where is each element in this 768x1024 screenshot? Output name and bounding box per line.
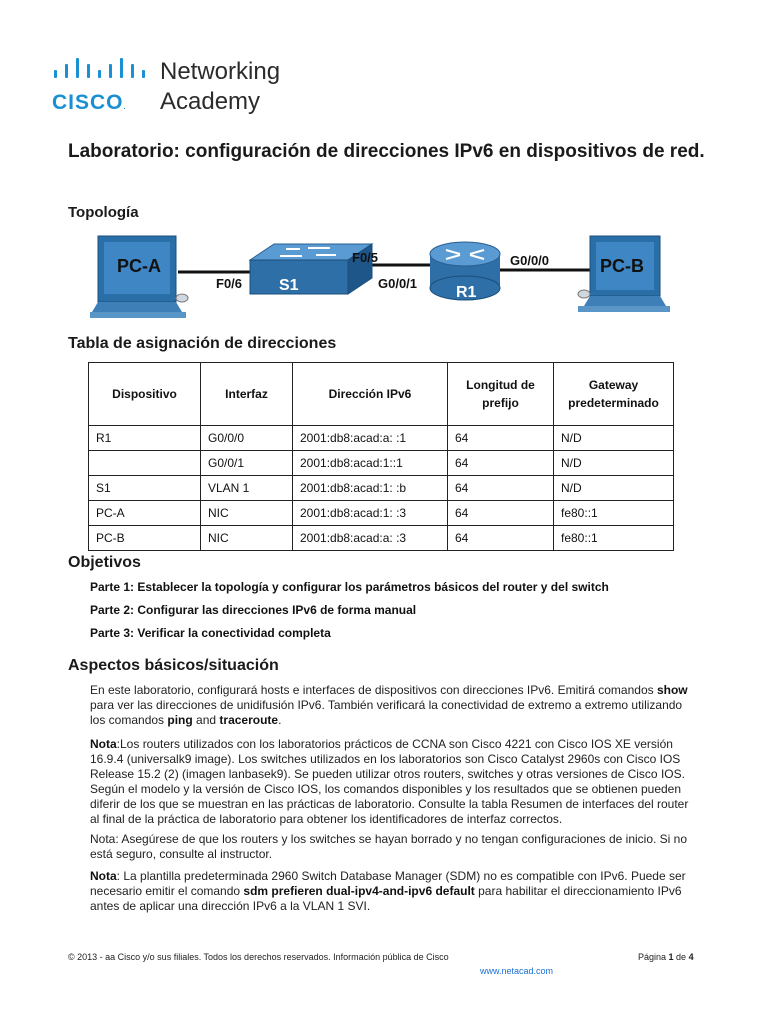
table-row xyxy=(89,451,674,476)
cell: 64 xyxy=(448,476,554,501)
col-device: Dispositivo xyxy=(89,363,201,426)
port-f05-label: F0/5 xyxy=(352,250,379,265)
cell: VLAN 1 xyxy=(201,476,293,501)
background-note-1: Nota:Los routers utilizados con los laboratorios prácticos de CCNA son Cisco 4221 con Cisco IOS XE versión 16.9.4 (universalk9 image). Los switches utilizados en los laboratorios son Cisco Catalyst 2960s con Cisco IOS Release 15.2 (2) (imagen lanbasek9). Se pueden utilizar otros routers, switches y otras versiones de Cisco IOS. Según el modelo y la versión de Cisco IOS, los comandos disponibles y los resultados que se obtienen pueden diferir de los que se muestran en las prácticas de laboratorio. Consulte la tabla Resumen de interfaces del router al final de la práctica de laboratorio para obtener los identificadores de interfaz correctos. xyxy=(90,737,689,826)
cell: S1 xyxy=(89,476,201,501)
cell: fe80::1 xyxy=(554,501,674,526)
addressing-heading: Tabla de asignación de direcciones xyxy=(68,335,337,352)
objective-part-1: Parte 1: Establecer la topología y configurar los parámetros básicos del router y del switch xyxy=(90,580,609,594)
cell: 2001:db8:acad:1::1 xyxy=(293,451,448,476)
cell: N/D xyxy=(554,451,674,476)
table-row xyxy=(89,426,674,451)
cell: 2001:db8:acad:1: :b xyxy=(293,476,448,501)
table-row xyxy=(89,501,674,526)
cell: 64 xyxy=(448,526,554,551)
cell: 64 xyxy=(448,426,554,451)
objectives-heading: Objetivos xyxy=(68,554,141,571)
footer-copyright: © 2013 - aa Cisco y/o sus filiales. Todos los derechos reservados. Información pública de Cisco xyxy=(68,952,449,962)
cell: 2001:db8:acad:a: :1 xyxy=(293,426,448,451)
pc-a-icon xyxy=(90,236,188,318)
cell: 2001:db8:acad:a: :3 xyxy=(293,526,448,551)
footer-page-number: Página 1 de 4 xyxy=(638,952,694,962)
objective-part-2: Parte 2: Configurar las direcciones IPv6 de forma manual xyxy=(90,603,417,617)
footer-netacad-link[interactable]: www.netacad.com xyxy=(480,966,554,976)
cell: G0/0/0 xyxy=(201,426,293,451)
cisco-bars-icon xyxy=(52,58,152,88)
topology-heading: Topología xyxy=(68,204,139,221)
r1-label: R1 xyxy=(456,284,477,301)
logo-networking-text: Networking xyxy=(160,58,281,85)
cisco-networking-academy-logo xyxy=(52,58,312,118)
topology-diagram xyxy=(90,232,670,330)
addressing-table xyxy=(88,362,674,551)
page-title: Laboratorio: configuración de direcciones IPv6 en dispositivos de red. xyxy=(68,141,705,162)
cell: PC-A xyxy=(89,501,201,526)
port-f06-label: F0/6 xyxy=(216,276,243,291)
port-g000-label: G0/0/0 xyxy=(510,253,550,268)
cell: 64 xyxy=(448,451,554,476)
port-g001-label: G0/0/1 xyxy=(378,276,418,291)
cell: PC-B xyxy=(89,526,201,551)
table-row xyxy=(89,476,674,501)
col-prefix: Longitud de prefijo xyxy=(448,363,554,426)
cell: R1 xyxy=(89,426,201,451)
cell: NIC xyxy=(201,526,293,551)
col-interface: Interfaz xyxy=(201,363,293,426)
table-row xyxy=(89,526,674,551)
background-paragraph-1: En este laboratorio, configurará hosts e interfaces de dispositivos con direcciones IPv6. Emitirá comandos show para ver las direcciones de unidifusión IPv6. También verificará la conectividad de extremo a extremo utilizando los comandos ping and traceroute. xyxy=(90,683,688,727)
s1-label: S1 xyxy=(279,277,299,294)
cell xyxy=(89,451,201,476)
table-header-row xyxy=(89,363,674,426)
copyright-icon: © xyxy=(68,952,75,962)
objective-part-3: Parte 3: Verificar la conectividad completa xyxy=(90,626,331,640)
cell: 2001:db8:acad:1: :3 xyxy=(293,501,448,526)
cell: NIC xyxy=(201,501,293,526)
col-ipv6: Dirección IPv6 xyxy=(293,363,448,426)
logo-academy-text: Academy xyxy=(160,88,261,115)
col-gateway: Gateway predeterminado xyxy=(554,363,674,426)
pc-a-label: PC-A xyxy=(117,256,161,276)
background-note-2: Nota: Asegúrese de que los routers y los switches se hayan borrado y no tengan configuraciones de inicio. Si no está seguro, consulte al instructor. xyxy=(90,832,688,861)
cell: fe80::1 xyxy=(554,526,674,551)
cell: N/D xyxy=(554,476,674,501)
cell: G0/0/1 xyxy=(201,451,293,476)
cisco-wordmark: CISCO. xyxy=(52,91,127,114)
background-heading: Aspectos básicos/situación xyxy=(68,657,279,674)
cell: N/D xyxy=(554,426,674,451)
pc-b-label: PC-B xyxy=(600,256,644,276)
background-note-3: Nota: La plantilla predeterminada 2960 Switch Database Manager (SDM) no es compatible con IPv6. Puede ser necesario emitir el comando sdm prefieren dual-ipv4-and-ipv6 default para habilitar el direccionamiento IPv6 antes de aplicar una dirección IPv6 a la VLAN 1 SVI. xyxy=(90,869,686,913)
cell: 64 xyxy=(448,501,554,526)
